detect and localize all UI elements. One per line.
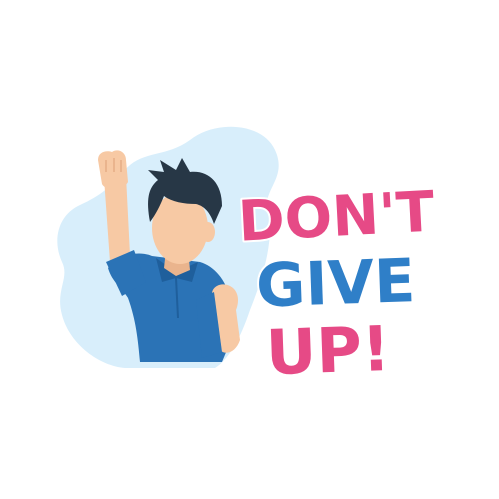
slogan: [237, 180, 436, 390]
slogan-line-1: DON'T: [236, 179, 437, 255]
ear: [201, 222, 215, 242]
slogan-line-3: UP!: [264, 311, 392, 390]
slogan-line-2: GIVE: [254, 246, 417, 322]
